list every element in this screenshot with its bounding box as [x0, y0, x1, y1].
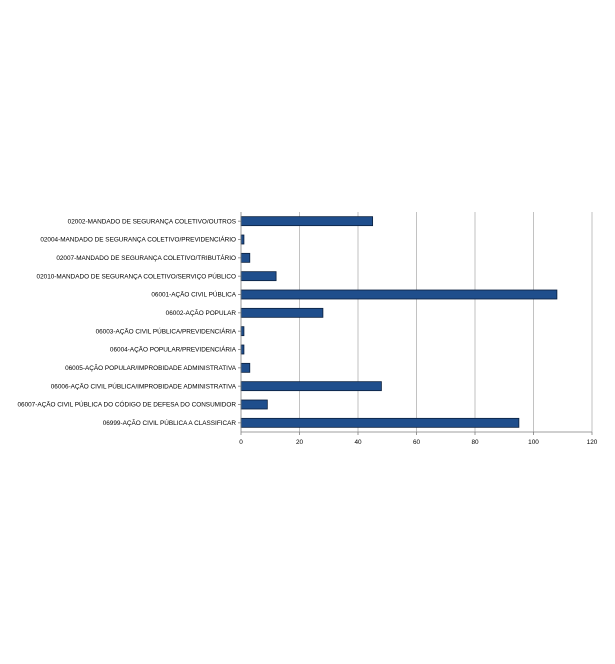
category-label: 06004-AÇÃO POPULAR/PREVIDENCIÁRIA: [109, 346, 236, 354]
category-label: 06999-AÇÃO CIVIL PÚBLICA A CLASSIFICAR: [102, 420, 236, 428]
x-tick-label: 40: [354, 439, 362, 446]
category-label: 02007-MANDADO DE SEGURANÇA COLETIVO/TRIBUTÁRIO: [56, 255, 236, 263]
bar: [241, 400, 267, 409]
category-label: 02002-MANDADO DE SEGURANÇA COLETIVO/OUTROS: [67, 218, 236, 226]
axes: [238, 212, 592, 435]
bar: [241, 290, 557, 299]
x-tick-label: 100: [528, 439, 539, 446]
bar: [241, 345, 244, 354]
bar: [241, 363, 250, 372]
bar: [241, 272, 276, 281]
bar: [241, 327, 244, 336]
bar: [241, 235, 244, 244]
bar: [241, 308, 323, 317]
category-label: 06001-AÇÃO CIVIL PÚBLICA: [151, 291, 236, 299]
bar: [241, 217, 373, 226]
x-tick-label: 20: [295, 439, 304, 446]
x-tick-label: 120: [586, 439, 598, 446]
category-label: 06007-AÇÃO CIVIL PÚBLICA DO CÓDIGO DE DEFESA DO CONSUMIDOR: [17, 401, 236, 409]
x-tick-label: 0: [239, 439, 243, 446]
bar: [241, 382, 381, 391]
gridlines: [300, 212, 593, 432]
x-tick-label: 80: [471, 439, 479, 446]
category-label: 06006-AÇÃO CIVIL PÚBLICA/IMPROBIDADE ADMINISTRATIVA: [50, 383, 236, 391]
category-label: 02004-MANDADO DE SEGURANÇA COLETIVO/PREVIDENCIÁRIO: [40, 236, 236, 244]
category-label: 02010-MANDADO DE SEGURANÇA COLETIVO/SERVIÇO PÚBLICO: [36, 273, 236, 281]
category-label: 06003-AÇÃO CIVIL PÚBLICA/PREVIDENCIÁRIA: [95, 328, 236, 336]
category-label: 06005-AÇÃO POPULAR/IMPROBIDADE ADMINISTRATIVA: [65, 365, 236, 373]
x-tick-label: 60: [412, 439, 421, 446]
category-label: 06002-AÇÃO POPULAR: [165, 310, 236, 318]
labels: [17, 218, 597, 446]
bars: [241, 217, 557, 428]
bar: [241, 418, 519, 427]
bar: [241, 253, 250, 262]
